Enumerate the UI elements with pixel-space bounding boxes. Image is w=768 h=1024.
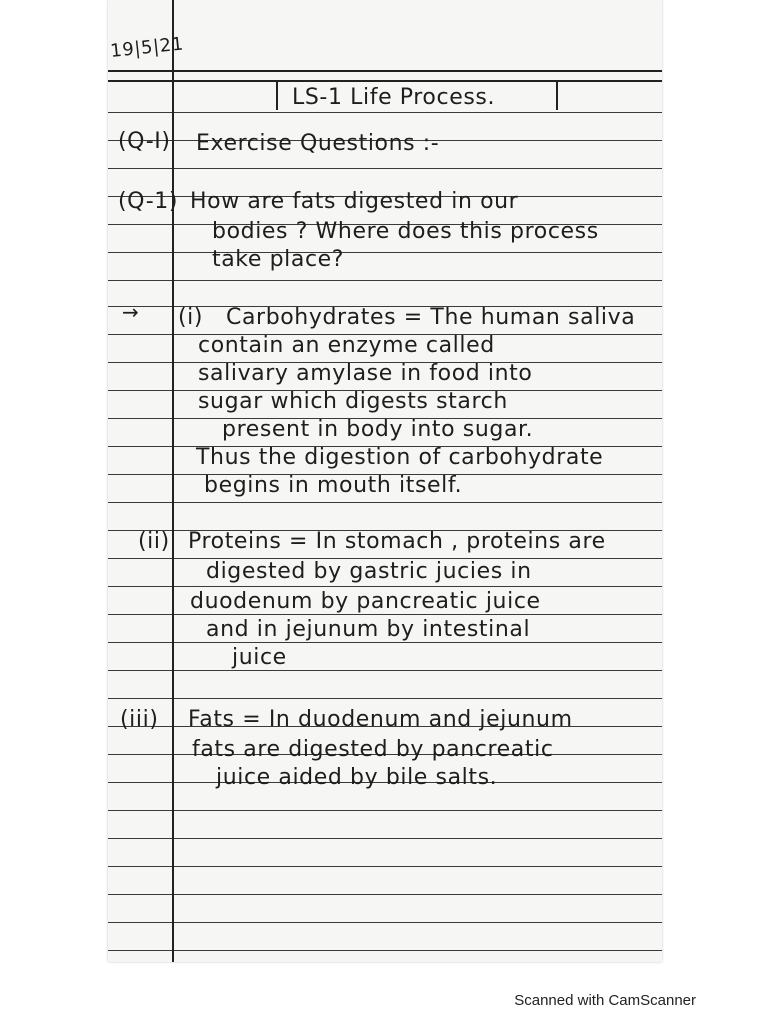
- ruled-line: [108, 168, 662, 169]
- answer-line: juice: [232, 645, 287, 670]
- answer-line: Proteins = In stomach , proteins are: [188, 529, 606, 554]
- notebook-page: [108, 0, 662, 962]
- ruled-line: [108, 502, 662, 503]
- answer-line: present in body into sugar.: [222, 417, 534, 442]
- date: 19|5|21: [109, 33, 185, 63]
- ruled-line: [108, 922, 662, 923]
- answer-arrow: →: [122, 300, 140, 324]
- answer-line: sugar which digests starch: [198, 389, 508, 414]
- answer-number: (ii): [138, 529, 170, 554]
- ruled-line: [108, 280, 662, 281]
- ruled-line: [108, 670, 662, 671]
- ruled-line: [108, 810, 662, 811]
- section-heading: Exercise Questions :-: [196, 131, 440, 156]
- ruled-line: [108, 70, 662, 72]
- answer-line: Thus the digestion of carbohydrate: [196, 445, 604, 470]
- answer-line: Carbohydrates = The human saliva: [226, 305, 636, 330]
- ruled-line: [108, 866, 662, 867]
- ruled-line: [108, 950, 662, 951]
- answer-line: duodenum by pancreatic juice: [190, 589, 541, 614]
- answer-line: juice aided by bile salts.: [216, 765, 498, 790]
- answer-number: (iii): [120, 707, 159, 732]
- answer-line: and in jejunum by intestinal: [206, 617, 531, 642]
- ruled-line: [108, 894, 662, 895]
- ruled-line: [108, 838, 662, 839]
- question-number: (Q-1): [118, 189, 179, 214]
- page-title: LS-1 Life Process.: [292, 85, 496, 110]
- answer-number: (i): [178, 305, 204, 330]
- answer-line: Fats = In duodenum and jejunum: [188, 707, 573, 732]
- answer-line: digested by gastric jucies in: [206, 559, 532, 584]
- ruled-line: [108, 252, 662, 253]
- ruled-line: [108, 586, 662, 587]
- answer-line: fats are digested by pancreatic: [192, 737, 554, 762]
- answer-line: salivary amylase in food into: [198, 361, 533, 386]
- scanner-watermark: Scanned with CamScanner: [514, 992, 696, 1009]
- answer-line: begins in mouth itself.: [204, 473, 463, 498]
- question-line: take place?: [212, 247, 345, 272]
- ruled-line: [108, 112, 662, 113]
- question-line: bodies ? Where does this process: [212, 219, 599, 244]
- ruled-line: [108, 698, 662, 699]
- question-line: How are fats digested in our: [190, 189, 519, 214]
- section-number: (Q-I): [118, 129, 171, 154]
- answer-line: contain an enzyme called: [198, 333, 495, 358]
- margin-line: [172, 0, 174, 962]
